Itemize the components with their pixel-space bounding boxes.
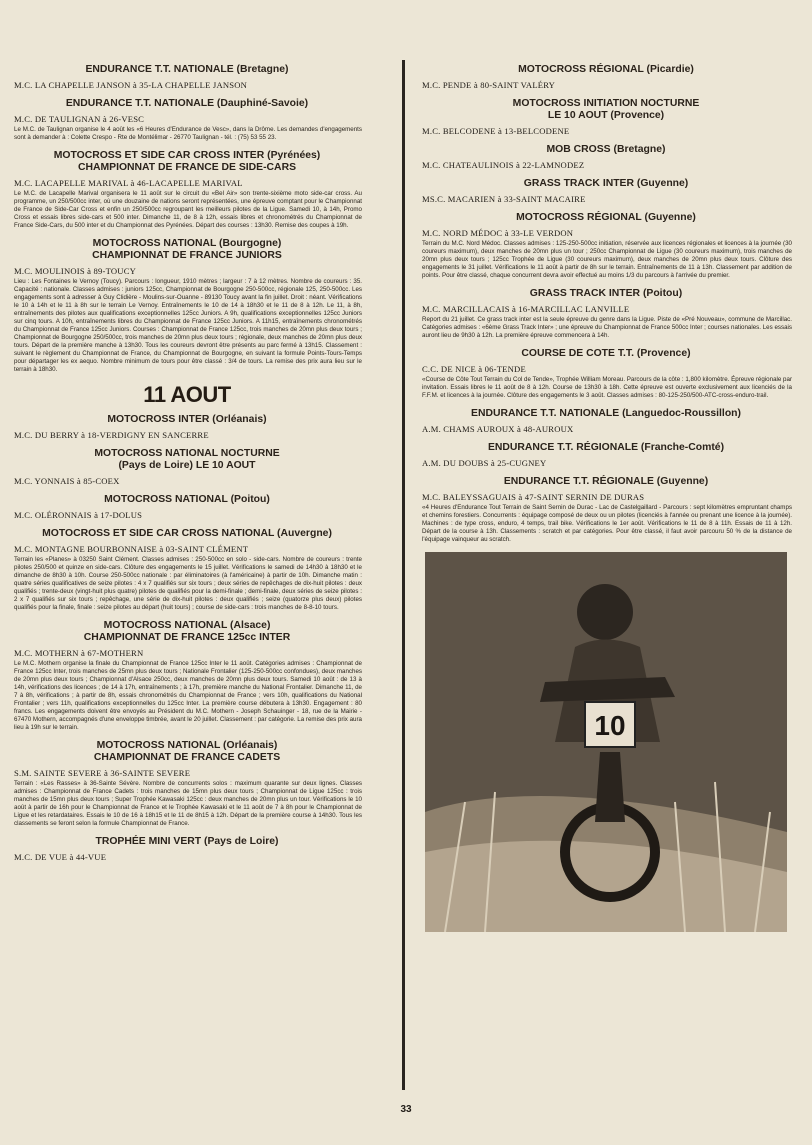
club-location: C.C. DE NICE à 06-TENDE xyxy=(422,364,526,374)
event-listing xyxy=(12,238,362,374)
club-location: M.C. YONNAIS à 85-COEX xyxy=(14,476,120,486)
event-listing xyxy=(12,414,362,440)
event-description: «Course de Côte Tout Terrain du Col de Tende», Trophée William Moreau. Parcours de la côte : 1,800 kilomètre. Épreuve régionale par invitation. Essais libres le 11 août de 8 à 12h. Course de 13h30 à 18h. Cette épreuve est ouverte exclusivement aux licenciés de la F.F.M. et licences à la journée. Clôture des engagements le 3 août. Classes admises : 80-125-250/500-ATC-cross-enduro-trail. xyxy=(422,376,792,399)
event-description: Le M.C. de Taulignan organise le 4 août les «6 Heures d'Endurance de Vesc», dans la Drôme. Les demandes d'engagements sont à demander à : Colette Crespo - Rte de Montélimar - 26770 Taulignan - tél. : (75) 53 55 23. xyxy=(14,126,362,141)
event-title-line: COURSE DE COTE T.T. (Provence) xyxy=(521,348,691,359)
event-title xyxy=(420,64,792,76)
event-title xyxy=(420,288,792,300)
club-location: M.C. BELCODENE à 13-BELCODENE xyxy=(422,126,570,136)
event-listing xyxy=(12,620,362,732)
event-title-line: ENDURANCE T.T. NATIONALE (Dauphiné-Savoie) xyxy=(65,98,309,109)
event-title xyxy=(420,408,792,420)
event-title-line: GRASS TRACK INTER (Poitou) xyxy=(529,288,683,299)
event-title xyxy=(12,238,362,262)
event-listing xyxy=(420,144,792,170)
event-title-line: MOTOCROSS NATIONAL (Alsace) xyxy=(103,620,271,631)
club-location: M.C. NORD MÉDOC à 33-LE VERDON xyxy=(422,228,574,238)
event-title-line: MOTOCROSS RÉGIONAL (Picardie) xyxy=(518,64,694,75)
event-title-line: LE 10 AOUT (Provence) xyxy=(547,110,665,121)
event-listing xyxy=(12,740,362,828)
event-description: Lieu : Les Fontaines le Vernoy (Toucy). Parcours : longueur, 1910 mètres ; largeur : 7 à 12 mètres. Nombre de coureurs : 35. Capacité : nationale. Classes admises : juniors 125cc, Championnat de Bourgogne 250-500cc, régionale 125, 250-500cc. Les engagements sont à adresser à Guy Clidière - Moulins-sur-Ouanne - 89130 Toucy avant la fin juillet. Droit : néant. Vérifications le 10 à 14h et le 11 à 8h sur le terrain Le Vernoy. Entraînements le 10 de 14 à 18h30 et le 11 de 8 à 12h. Le 11, à 8h, entraînements des pilotes aux qualifications exceptionnelles 125cc Juniors. A 9h, qualifications exceptionnelles 125cc Juniors sur cinq tours. A 10h, entraînements libres du Championnat de France 125cc Juniors. A 11h15, entraînements chronométrés du Championnat de France 125cc Juniors. Courses : Championnat de France 125cc, trois manches de 20mn plus deux tours ; Championnat de Bourgogne 250/500cc, trois manches de 20mn plus deux tours ; régionale, deux manches de 20mn plus deux tours. Départ de la première manche à 13h30. Tous les coureurs devront être présents au parc fermé à 13h15. Classement : suivant le règlement du Championnat de France, du Championnat de Bourgogne, en suivant la formule Points-Tours-Temps pour départager les ex aequo. Nombre minimum de tours pour être classé : 3/4 de tours. La remise des prix aura lieu sur le terrain à 18h30. xyxy=(14,278,362,373)
club-location: A.M. DU DOUBS à 25-CUGNEY xyxy=(422,458,547,468)
club-location: M.C. MOTHERN à 67-MOTHERN xyxy=(14,648,144,658)
event-title-line: MOTOCROSS ET SIDE CAR CROSS NATIONAL (Auvergne) xyxy=(42,528,332,539)
event-description: Le M.C. Mothern organise la finale du Championnat de France 125cc Inter le 11 août. Catégories admises : Championnat de France 125cc Inter, trois manches de 25mn plus deux tours ; Nationale Frontalier (125-250-500cc confondues), deux manches de 20mn plus deux tours ; Championnat d'Alsace 250cc, deux manches de 20mn plus deux tours. Samedi 10 août : de 13 à 14h, vérifications des licences ; de 14 à 17h, entraînements ; à 17h, première manche du National Frontalier. Dimanche 11, de 7 à 8h, vérifications ; à partir de 8h, essais chronométrés du Championnat de France ; vers 10h, qualifications du National Frontalier ; vers 11h, qualifications exceptionnelles du 125cc Inter. La première course débutera à 13h30. Engagement : 80 francs. Les engagements doivent être envoyés au Président du M.C. Mothern - Joseph Schauinger - 18, rue de la Mairie - 67470 Mothern, accompagnés d'une enveloppe timbrée, avant le 20 juillet. Classement : par catégorie. La remise des prix aura lieu à 19h sur le terrain. xyxy=(14,660,362,731)
event-title-line: MOB CROSS (Bretagne) xyxy=(546,144,666,155)
club-location: M.C. MOULINOIS à 89-TOUCY xyxy=(14,266,137,276)
event-title xyxy=(420,212,792,224)
event-title xyxy=(12,98,362,110)
event-description: Terrain les «Planes» à 03250 Saint Clément. Classes admises : 250-500cc en solo - side-cars. Nombre de coureurs : trente pilotes 250/500 et quinze en side-cars. Clôture des engagements le 15 juillet. Vérifications le samedi de 14h30 à 18h30 et le dimanche de 8h30 à 10h. Course 250-500cc nationale : par éliminatoires (à l'américaine) à partir de 10h. Dimanche matin : quatre séries qualificatives de seize pilotes : 4 x 7 qualifiés sur six tours ; deux séries de repêchages de dix-huit pilotes : deux qualifiés ; trente-deux (vingt-huit plus quatre) pilotes de qualifiés pour la demi-finale ; demi-finale, deux séries de seize pilotes : 2 x 7 qualifiés sur six tours ; repêchage, une série de dix-huit pilotes : deux qualifiés ; seize (quatorze plus deux) pilotes qualifiés pour la finale, finale : seize pilotes au départ (huit tours) ; course de side-cars : trois manches de 8-8-10 tours. xyxy=(14,556,362,611)
event-title-line: CHAMPIONNAT DE FRANCE DE SIDE-CARS xyxy=(77,162,296,173)
event-description: Report du 21 juillet. Ce grass track inter est la seule épreuve du genre dans la Ligue. Piste de «Pré Nouveau», commune de Marcillac. Catégories admises : «6ème Grass Track Inter» ; une épreuve du Championnat de France 500cc Inter ; courses nationales. Les essais auront lieu de 9h30 à 12h. La première épreuve commencera à 14h. xyxy=(422,316,792,339)
club-location: M.C. BALEYSSAGUAIS à 47-SAINT SERNIN DE DURAS xyxy=(422,492,645,502)
club-location: S.M. SAINTE SEVERE à 36-SAINTE SEVERE xyxy=(14,768,191,778)
club-location: M.C. DE TAULIGNAN à 26-VESC xyxy=(14,114,145,124)
event-title-line: CHAMPIONNAT DE FRANCE JUNIORS xyxy=(92,250,282,261)
event-description: Terrain du M.C. Nord Médoc. Classes admises : 125-250-500cc initiation, réservée aux licences régionales et licences à la journée (30 coureurs maximum), deux manches de 20mn plus un tour ; 250cc Championnat de Ligue (30 coureurs maximum), trois manches de 20mn plus deux tours ; 125cc Trophée de Ligue (30 coureurs maximum), deux manches de 20mn plus deux tours. Clôture des engagements le 31 juillet. Vérifications le 11 août à partir de 8h sur le terrain. Entraînements de 11 à 13h. Classement par addition de points. Pour être classé, chaque concurrent devra avoir effectué au moins 1/3 du parcours à l'arrivée du premier. xyxy=(422,240,792,279)
event-title xyxy=(12,620,362,644)
event-title-line: MOTOCROSS NATIONAL NOCTURNE xyxy=(94,448,280,459)
event-title xyxy=(12,414,362,426)
race-number: 10 xyxy=(594,710,626,741)
event-title-line: MOTOCROSS NATIONAL (Orléanais) xyxy=(96,740,278,751)
event-title-line: ENDURANCE T.T. NATIONALE (Bretagne) xyxy=(85,64,289,75)
event-description: Terrain : «Les Rasses» à 36-Sainte Sévère. Nombre de concurrents solos : maximum quarante sur deux lignes. Classes admises : Championnat de France Cadets : trois manches de 15mn plus deux tours ; Championnat de Ligue 125cc : trois manches de 15mn plus deux tours ; Super Trophée Kawasaki 125cc : deux manches de 20mn plus un tour. Vérifications le 10 août à partir de 16h pour le Championnat de France et le Trophée Kawasaki et le 11 août de 7 à 8h pour le Championnat de Ligue et les retardataires. Essais le 10 de 16 à 18h15 et le 11 de 8h15 à 12h. Départ de la première course à 14h30. Tous les classements se feront selon la formule Championnat de France. xyxy=(14,780,362,827)
date-heading: 11 AOUT xyxy=(143,382,231,407)
event-listing xyxy=(420,442,792,468)
event-listing xyxy=(12,528,362,612)
left-column xyxy=(12,58,362,870)
event-title-line: TROPHÉE MINI VERT (Pays de Loire) xyxy=(95,836,279,847)
club-location: A.M. CHAMS AUROUX à 48-AUROUX xyxy=(422,424,574,434)
event-title-line: (Pays de Loire) LE 10 AOUT xyxy=(118,460,256,471)
club-location: M.C. MONTAGNE BOURBONNAISE à 03-SAINT CLÉMENT xyxy=(14,544,249,554)
event-title xyxy=(12,494,362,506)
event-listing xyxy=(12,836,362,862)
club-location: M.C. DU BERRY à 18-VERDIGNY EN SANCERRE xyxy=(14,430,209,440)
event-title xyxy=(420,98,792,122)
event-title-line: ENDURANCE T.T. RÉGIONALE (Franche-Comté) xyxy=(487,442,725,453)
event-title xyxy=(12,448,362,472)
event-title-line: GRASS TRACK INTER (Guyenne) xyxy=(523,178,689,189)
club-location: M.C. CHATEAULINOIS à 22-LAMNODEZ xyxy=(422,160,585,170)
event-listing xyxy=(420,408,792,434)
event-listing xyxy=(420,288,792,340)
club-location: MS.C. MACARIEN à 33-SAINT MACAIRE xyxy=(422,194,586,204)
event-title xyxy=(12,836,362,848)
event-title-line: ENDURANCE T.T. RÉGIONALE (Guyenne) xyxy=(503,476,709,487)
page-number: 33 xyxy=(400,1104,412,1115)
event-listing xyxy=(420,178,792,204)
event-listing xyxy=(420,64,792,90)
event-title xyxy=(12,64,362,76)
event-title xyxy=(12,740,362,764)
event-listing xyxy=(420,98,792,136)
event-listing xyxy=(420,348,792,400)
event-title xyxy=(420,144,792,156)
club-location: M.C. LACAPELLE MARIVAL à 46-LACAPELLE MARIVAL xyxy=(14,178,243,188)
motocross-rider-photo xyxy=(425,552,787,932)
column-divider xyxy=(402,60,405,1090)
event-title-line: MOTOCROSS NATIONAL (Bourgogne) xyxy=(92,238,282,249)
event-listing xyxy=(12,494,362,520)
event-title xyxy=(420,348,792,360)
event-title-line: MOTOCROSS NATIONAL (Poitou) xyxy=(104,494,270,505)
event-title-line: CHAMPIONNAT DE FRANCE 125cc INTER xyxy=(83,632,291,643)
event-description: Le M.C. de Lacapelle Marival organisera le 11 août sur le circuit du «Bel Air» son trente-sixième moto side-car cross. Au programme, un 250/500cc inter, où une douzaine de nations seront représentées, une épreuve comptant pour le Championnat de France de Side-Car Cross et enfin un 250/500cc regroupant les meilleurs pilotes de la Ligue. Samedi 10, à 14h, Promo Cross et essais libres side-cars et 500 inter. Dimanche 11, de 8 à 12h, essais libres et chronométrés du Championnat de France Side-Cars, du 500 inter et du Championnat des Pyrénées. Départ des courses : 13h30. Remise des coupes à 19h. xyxy=(14,190,362,229)
event-title xyxy=(12,528,362,540)
event-title-line: MOTOCROSS INITIATION NOCTURNE xyxy=(512,98,700,109)
event-title-line: CHAMPIONNAT DE FRANCE CADETS xyxy=(93,752,281,763)
event-listing xyxy=(420,476,792,544)
event-title xyxy=(420,442,792,454)
club-location: M.C. DE VUE à 44-VUE xyxy=(14,852,107,862)
right-column xyxy=(420,58,792,932)
event-listing xyxy=(12,98,362,142)
event-title-line: MOTOCROSS RÉGIONAL (Guyenne) xyxy=(516,212,696,223)
club-location: M.C. OLÉRONNAIS à 17-DOLUS xyxy=(14,510,143,520)
event-listing xyxy=(12,150,362,230)
event-title-line: MOTOCROSS ET SIDE CAR CROSS INTER (Pyrénées) xyxy=(53,150,321,161)
club-location: M.C. PENDE à 80-SAINT VALÉRY xyxy=(422,80,556,90)
club-location: M.C. LA CHAPELLE JANSON à 35-LA CHAPELLE JANSON xyxy=(14,80,248,90)
event-listing xyxy=(12,448,362,486)
event-title-line: ENDURANCE T.T. NATIONALE (Languedoc-Roussillon) xyxy=(471,408,741,419)
event-listing xyxy=(12,64,362,90)
club-location: M.C. MARCILLACAIS à 16-MARCILLAC LANVILLE xyxy=(422,304,630,314)
event-description: «4 Heures d'Endurance Tout Terrain de Saint Sernin de Durac - Lac de Castelgaillard - Parcours : sept kilomètres empruntant champs et chemins forestiers. Concurrents : équipage composé de deux ou un pilotes (licenciés à l'année ou prenant une licence à la journée). Machines : de type cross, enduro, 4 temps, trail bike. Vérifications le 1er août. Vérifications le 11 de 8 à 11h. Essais de 11 à 12h. Départ de la course à 13h. Classements : scratch et par catégories. Pour être classé, il faut avoir parcouru 50 % de la distance de l'équipage vainqueur au scratch. xyxy=(422,504,792,543)
event-listing xyxy=(420,212,792,280)
event-title xyxy=(12,150,362,174)
event-title xyxy=(420,178,792,190)
event-title xyxy=(420,476,792,488)
event-title-line: MOTOCROSS INTER (Orléanais) xyxy=(107,414,267,425)
